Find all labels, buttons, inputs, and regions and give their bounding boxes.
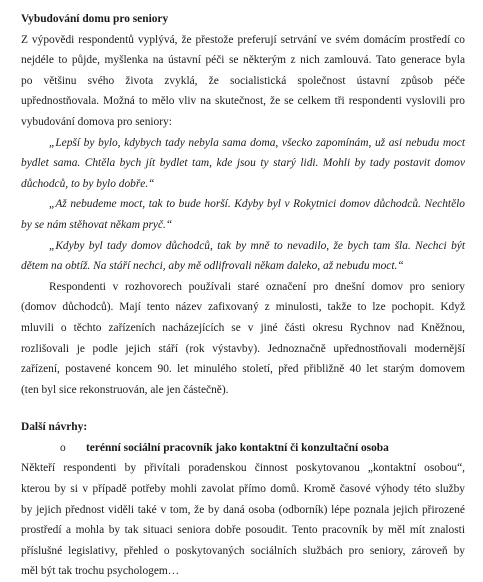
section-heading-senior-home: Vybudování domu pro seniory (21, 13, 169, 25)
text-line: prostředí a mohla by tak situaci seniora dobře posoudit. Tento pracovník by měl mít znalosti (21, 524, 465, 537)
text-line: vybudování domova pro seniory: (21, 115, 172, 128)
quote-3 (21, 236, 465, 277)
quote-2 (21, 194, 465, 235)
text-line: po většinu svého života zvyklá, že socialistická společnost ústavní způsob péče (21, 74, 465, 87)
text-line: zařízení, postavené koncem 90. let minulého století, před přibližně 40 let starým domovem (21, 363, 465, 376)
text-line: příslušné legislativy, přehled o poskytovaných sociálních službách pro seniory, zároveň by (21, 544, 465, 557)
text-line: kterou by si v případě potřeby mohli zavolat přímo domů. Kromě časové výhody této služby (21, 483, 465, 496)
quote-line: „Kdyby byl tady domov důchodců, tak by mně to nevadilo, že bych tam šla. Nechci být (49, 239, 465, 252)
text-line: měl být tak trochu psychologem… (21, 565, 180, 578)
section-spacer (21, 400, 465, 417)
text-line: (domov důchodců). Mají tento název zafixovaný z minulosti, takže to lze pochopit. Když (21, 301, 465, 314)
text-line: Respondenti v rozhovorech používali staré označení pro dnešní domov pro seniory (49, 280, 465, 293)
text-line: (ten byl sice rekonstruován, ale jen částečně). (21, 383, 229, 396)
quote-line: „Lepší by bylo, kdybych tady nebyla sama doma, všecko zapomínám, už asi nebudu moct (49, 136, 465, 149)
text-line: by jejich přednost viděli také v tom, že by daná osoba (odborník) lépe poznala jejich přirozené (21, 503, 465, 516)
text-line: Někteří respondenti by přivítali poradenskou činnost poskytovanou „kontaktní osobou“, (21, 462, 465, 475)
bullet-text: terénní sociální pracovník jako kontaktní či konzultační osoba (86, 441, 389, 454)
quote-line: „Až nebudeme moct, tak to bude horší. Kdyby byl v Rokytnici domov důchodců. Nechtělo (49, 198, 465, 211)
quote-1 (21, 133, 465, 195)
text-line: rozlišovali je podle jejich stáří (rok výstavby). Jednoznačně upřednostňovali modernější (21, 342, 465, 355)
quote-line: dětem na obtíž. Na stáří nechci, aby mě odlifrovali někam daleko, až nebudu moct.“ (21, 260, 404, 273)
text-line: nejdéle to půjde, myšlenka na ústavní péči se některým z nich zamlouvá. Tato generace byla (21, 54, 465, 67)
bullet-circle-icon: o (60, 441, 66, 454)
social-worker-paragraph (21, 458, 465, 582)
text-line: Z výpovědi respondentů vyplývá, že přestože preferují setrvání ve svém domácím prostředí co (21, 33, 465, 46)
text-line: upřednostňovala. Možná to mělo vliv na skutečnost, že se celkem tři respondenti vyslovili pro (21, 95, 465, 108)
quote-line: by se nám stěhovat někam pryč.“ (21, 218, 173, 231)
quote-line: bydlet sama. Chtěla bych jít bydlet tam, kde jsou ty starý lidi. Mohli by tady postavit domov (21, 157, 465, 170)
text-line: mluvili o těchto zařízeních nacházejících se v jiné části okresu Rychnov nad Kněžnou, (21, 321, 465, 334)
bullet-item (21, 438, 465, 459)
section-heading-other-proposals: Další návrhy: (21, 421, 88, 434)
intro-paragraph (21, 30, 465, 133)
quote-line: důchodců, to by bylo dobře.“ (21, 177, 155, 190)
respondents-paragraph (21, 277, 465, 401)
